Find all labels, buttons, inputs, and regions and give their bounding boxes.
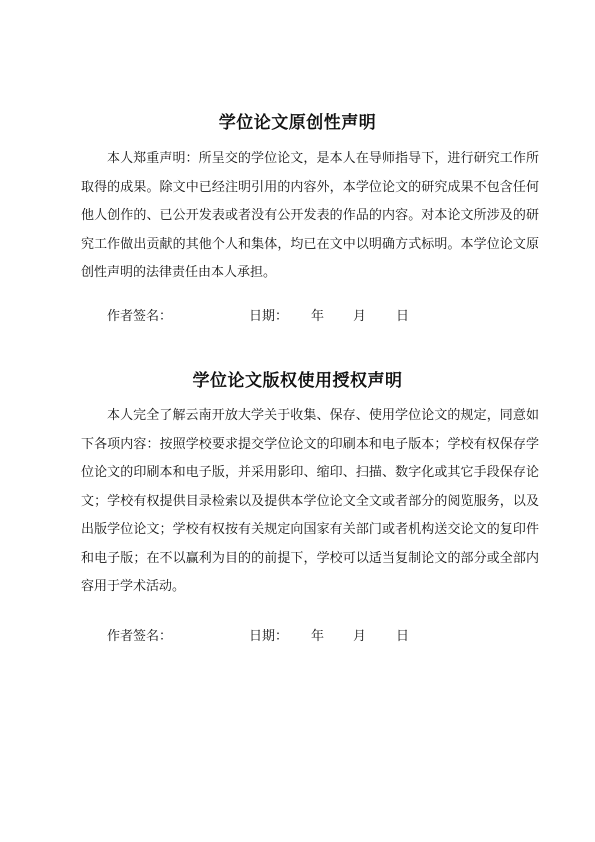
date-label: 日期： [249,309,289,324]
authorization-title: 学位论文版权使用授权声明 [192,371,403,391]
day-label: 日 [396,309,410,324]
month-label: 月 [353,309,367,324]
authorization-signature-line [107,625,427,645]
originality-body: 本人郑重声明：所呈交的学位论文，是本人在导师指导下，进行研究工作所取得的成果。除文中已经注明引用的内容外，本学位论文的研究成果不包含任何他人创作的、已公开发表或者没有公开发表的作品的内容。对本论文所涉及的研究工作做出贡献的其他个人和集体，均已在文中以明确方式标明。本学位论文原创性声明的法律责任由本人承担。 [81,151,539,280]
author-signature-label: 作者签名： [107,629,173,644]
author-signature-label: 作者签名： [107,309,173,324]
originality-signature-line [107,305,427,325]
authorization-body: 本人完全了解云南开放大学关于收集、保存、使用学位论文的规定，同意如下各项内容：按照学校要求提交学位论文的印刷本和电子版本；学校有权保存学位论文的印刷本和电子版，并采用影印、缩印、扫描、数字化或其它手段保存论文；学校有权提供目录检索以及提供本学位论文全文或者部分的阅览服务，以及出版学位论文；学校有权按有关规定向国家有关部门或者机构送交论文的复印件和电子版；在不以赢利为目的的前提下，学校可以适当复制论文的部分或全部内容用于学术活动。 [81,408,539,594]
month-label: 月 [353,629,367,644]
date-label: 日期： [249,629,289,644]
year-label: 年 [311,309,325,324]
day-label: 日 [396,629,410,644]
year-label: 年 [311,629,325,644]
originality-title: 学位论文原创性声明 [218,113,377,133]
